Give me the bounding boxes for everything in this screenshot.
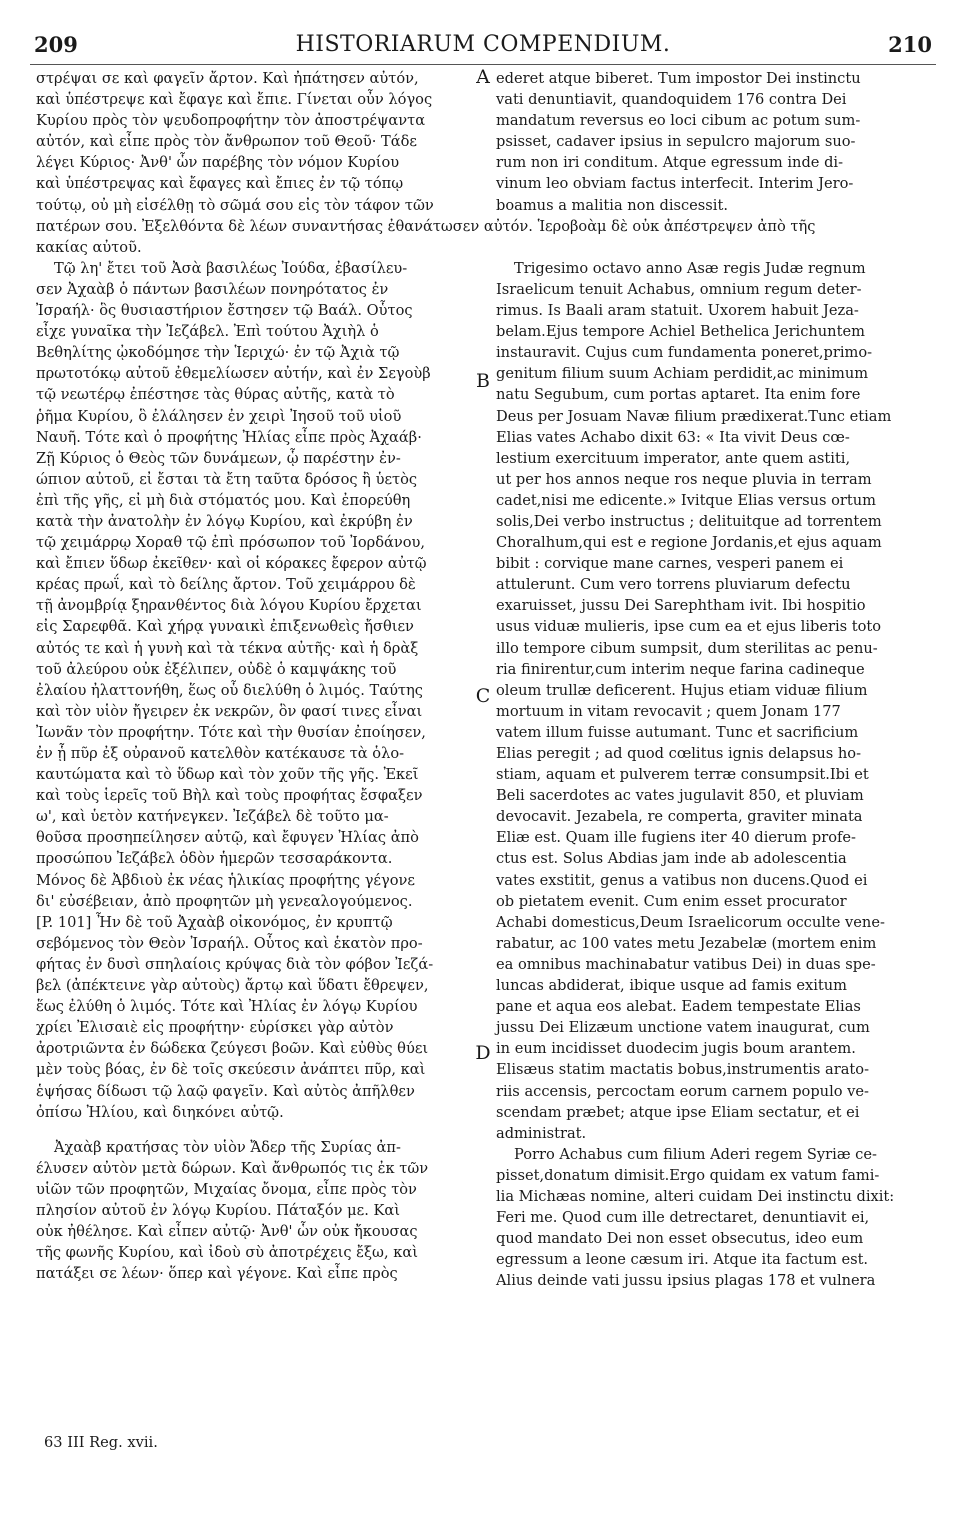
text-line: πατέρων σου. Ἐξελθόντα δὲ λέων συναντήσας ἐθανάτωσεν αὐτόν. Ἱεροβοὰμ δὲ οὐκ ἀπέστρεψεν ἀπὸ τῆς bbox=[36, 217, 816, 235]
text-line: τῷ χειμάρρῳ Χοραθ τῷ ἐπὶ πρόσωπον τοῦ Ἰορδάνου, bbox=[36, 534, 426, 552]
text-line: illo tempore cibum sumpsit, dum sterilitas ac penu- bbox=[496, 639, 878, 657]
text-line: ἕως ἐλύθη ὁ λιμός. Τότε καὶ Ἠλίας ἐν λόγῳ Κυρίου bbox=[36, 998, 418, 1016]
text-line: Beli sacerdotes ac vates jugulavit 850, et pluviam bbox=[496, 787, 864, 805]
margin-marker-c: C bbox=[475, 685, 491, 707]
text-line: σεβόμενος τὸν Θεὸν Ἰσραήλ. Οὗτος καὶ ἑκατὸν προ- bbox=[36, 934, 423, 952]
text-line bbox=[496, 216, 936, 237]
text-line: vatem illum fuisse autumant. Tunc et sacrificium bbox=[496, 723, 859, 741]
page-number-left: 209 bbox=[34, 32, 78, 57]
text-line: ctus est. Solus Abdias jam inde ab adolescentia bbox=[496, 850, 847, 868]
text-line: ut per hos annos neque ros neque pluvia in terram bbox=[496, 470, 872, 488]
text-line: ea omnibus machinabatur vatibus Dei) in duas spe- bbox=[496, 955, 876, 973]
text-line: bibit : corvique mane carnes, vesperi panem ei bbox=[496, 555, 844, 573]
text-line: in eum incidisset duodecim jugis boum arantem. bbox=[496, 1040, 856, 1058]
text-line: Alius deinde vati jussu ipsius plagas 178 et vulnera bbox=[496, 1272, 876, 1290]
text-line: πλησίον αὐτοῦ ἐν λόγῳ Κυρίου. Πάταξόν με. Καὶ bbox=[36, 1201, 400, 1219]
text-line: egressum a leone cæsum iri. Atque ita factum est. bbox=[496, 1251, 869, 1269]
text-line: χρίει Ἐλισαιὲ εἰς προφήτην· εὑρίσκει γὰρ αὐτὸν bbox=[36, 1019, 394, 1037]
text-line: μὲν τοὺς βόας, ἐν δὲ τοῖς σκεύεσιν ἀνάπτει πῦρ, καὶ bbox=[36, 1061, 426, 1079]
text-line: pisset,donatum dimisit.Ergo quidam ex vatum fami- bbox=[496, 1166, 880, 1184]
text-line: αὐτόν, καὶ εἶπε πρὸς τὸν ἄνθρωπον τοῦ Θεοῦ· Τάδε bbox=[36, 133, 417, 151]
text-line: σεν Ἀχαὰβ ὁ πάντων βασιλέων πονηρότατος ἐν bbox=[36, 280, 389, 298]
text-line: riis accensis, percoctam eorum carnem populo ve- bbox=[496, 1082, 869, 1100]
text-line: οὐκ ἠθέλησε. Καὶ εἶπεν αὐτῷ· Ἀνθ' ὧν οὐκ ἤκουσας bbox=[36, 1223, 418, 1241]
text-line: rimus. Is Baali aram statuit. Uxorem habuit Jeza- bbox=[496, 302, 859, 320]
text-line: attulerunt. Cum vero torrens pluviarum defectu bbox=[496, 576, 851, 594]
text-line: vates exstitit, genus a vatibus non ducens.Quod ei bbox=[496, 871, 868, 889]
text-line: Israelicum tenuit Achabus, omnium regum deter- bbox=[496, 280, 862, 298]
text-line: τοῦ ἀλεύρου οὐκ ἐξέλιπεν, οὐδὲ ὁ καμψάκης τοῦ bbox=[36, 660, 397, 678]
text-line: ob pietatem evenit. Cum enim esset procurator bbox=[496, 892, 847, 910]
text-line: cadet,nisi me edicente.» Ivitque Elias versus ortum bbox=[496, 491, 877, 509]
text-line: Ἰωνᾶν τὸν προφήτην. Τότε καὶ τὴν θυσίαν ἐποίησεν, bbox=[36, 723, 426, 741]
text-line: καὶ ὑπέστρεψε καὶ ἔφαγε καὶ ἔπιε. Γίνεται οὖν λόγος bbox=[36, 91, 433, 109]
text-line: τῆς φωνῆς Κυρίου, καὶ ἰδοὺ σὺ ἀποτρέχεις ἔξω, καὶ bbox=[36, 1244, 418, 1262]
text-line: θοῦσα προσηπείλησεν αὐτῷ, καὶ ἔφυγεν Ἠλίας ἀπὸ bbox=[36, 829, 419, 847]
text-line: αὐτός τε καὶ ἡ γυνὴ καὶ τὰ τέκνα αὐτῆς· καὶ ἡ δρὰξ bbox=[36, 639, 419, 657]
text-line: κρέας πρωΐ, καὶ τὸ δείλης ἄρτον. Τοῦ χειμάρρου δὲ bbox=[36, 576, 416, 594]
text-line: τῇ ἀνομβρίᾳ ξηρανθέντος διὰ λόγου Κυρίου ἔρχεται bbox=[36, 597, 422, 615]
text-line: Ναυῆ. Τότε καὶ ὁ προφήτης Ἠλίας εἶπε πρὸς Ἀχαάβ· bbox=[36, 428, 422, 446]
text-line: Porro Achabus cum filium Aderi regem Syriæ ce- bbox=[514, 1145, 877, 1163]
text-line: βελ (ἀπέκτεινε γὰρ αὐτοὺς) ἄρτῳ καὶ ὕδατι ἔθρεψεν, bbox=[36, 977, 429, 995]
text-line: luncas abdiderat, ibique usque ad famis exitum bbox=[496, 977, 847, 995]
text-line bbox=[496, 237, 936, 258]
text-line: καὶ ἔπιεν ὕδωρ ἐκεῖθεν· καὶ οἱ κόρακες ἔφερον αὐτῷ bbox=[36, 555, 427, 573]
text-line: oleum trullæ deficerent. Hujus etiam viduæ filium bbox=[496, 681, 868, 699]
text-line: Elias vates Achabo dixit 63: « Ita vivit Deus cœ- bbox=[496, 428, 850, 446]
text-line: Eliæ est. Quam ille fugiens iter 40 dierum profe- bbox=[496, 829, 856, 847]
text-line: καὶ τοὺς ἱερεῖς τοῦ Βὴλ καὶ τοὺς προφήτας ἔσφαξεν bbox=[36, 787, 423, 805]
text-line: καὶ ὑπέστρεψας καὶ ἔφαγες καὶ ἔπιες ἐν τῷ τόπῳ bbox=[36, 175, 404, 193]
text-line: πρωτοτόκῳ αὐτοῦ ἐθεμελίωσεν αὐτήν, καὶ ἐν Σεγοὺβ bbox=[36, 365, 431, 383]
text-line: instauravit. Cujus cum fundamenta poneret,primo- bbox=[496, 344, 873, 362]
text-line: pane et aqua eos alebat. Eadem tempestate Elias bbox=[496, 998, 861, 1016]
text-line: solis,Dei verbo instructus ; delituitque ad torrentem bbox=[496, 512, 882, 530]
text-line: λέγει Κύριος· Ἀνθ' ὧν παρέβης τὸν νόμον Κυρίου bbox=[36, 154, 400, 172]
text-line: έλυσεν αὐτὸν μετὰ δώρων. Καὶ ἄνθρωπός τις ἐκ τῶν bbox=[36, 1159, 429, 1177]
text-line: Trigesimo octavo anno Asæ regis Judæ regnum bbox=[514, 259, 866, 277]
text-line: τῷ νεωτέρῳ ἐπέστησε τὰς θύρας αὐτῆς, κατὰ τὸ bbox=[36, 386, 395, 404]
text-line: stiam, aquam et pulverem terræ consumpsit.Ibi et bbox=[496, 766, 869, 784]
text-line: εἶχε γυναῖκα τὴν Ἰεζάβελ. Ἐπὶ τούτου Ἀχιὴλ ὁ bbox=[36, 323, 379, 341]
text-line: administrat. bbox=[496, 1124, 587, 1142]
text-line: Achabi domesticus,Deum Israelicorum occulte vene- bbox=[496, 913, 885, 931]
text-line: genitum filium suum Achiam perdidit,ac minimum bbox=[496, 365, 869, 383]
text-line: Κυρίου πρὸς τὸν ψευδοπροφήτην τὸν ἀποστρέψαντα bbox=[36, 112, 426, 130]
text-line: ἑψήσας δίδωσι τῷ λαῷ φαγεῖν. Καὶ αὐτὸς ἀπῆλθεν bbox=[36, 1082, 415, 1100]
text-line: τούτῳ, οὐ μὴ εἰσέλθῃ τὸ σῶμά σου εἰς τὸν τάφον τῶν bbox=[36, 196, 434, 214]
text-line: ἐν ᾗ πῦρ ἐξ οὐρανοῦ κατελθὸν κατέκαυσε τὰ ὁλο- bbox=[36, 745, 405, 762]
text-line: jussu Dei Elizæum unctione vatem inaugurat, cum bbox=[496, 1019, 870, 1037]
footnote: 63 III Reg. xvii. bbox=[44, 1434, 158, 1451]
text-line: rabatur, ac 100 vates metu Jezabelæ (mortem enim bbox=[496, 934, 877, 952]
text-line: φήτας ἐν δυσὶ σπηλαίοις κρύψας διὰ τὸν φόβον Ἰεζά- bbox=[36, 955, 434, 973]
text-line: Ἀχαὰβ κρατήσας τὸν υἱὸν Ἄδερ τῆς Συρίας ἀπ- bbox=[54, 1138, 401, 1156]
text-line: ῥῆμα Κυρίου, ὃ ἐλάλησεν ἐν χειρὶ Ἰησοῦ τοῦ υἱοῦ bbox=[36, 407, 402, 425]
text-line: καυτώματα καὶ τὸ ὕδωρ καὶ τὸν χοῦν τῆς γῆς. Ἐκεῖ bbox=[36, 766, 419, 784]
text-line: natu Segubum, cum portas aptaret. Ita enim fore bbox=[496, 386, 861, 404]
text-line: quod mandato Dei non esset obsecutus, ideo eum bbox=[496, 1230, 864, 1248]
text-line: exaruisset, jussu Dei Sarephtham ivit. Ibi hospitio bbox=[496, 597, 866, 615]
text-line: belam.Ejus tempore Achiel Bethelica Jerichuntem bbox=[496, 323, 865, 341]
text-line: ederet atque biberet. Tum impostor Dei instinctu bbox=[496, 70, 861, 87]
text-line: Choralhum,qui est e regione Jordanis,et ejus aquam bbox=[496, 534, 882, 552]
text-line: στρέψαι σε καὶ φαγεῖν ἄρτον. Καὶ ἠπάτησεν αὐτόν, bbox=[36, 70, 419, 87]
text-line: ἐπὶ τῆς γῆς, εἰ μὴ διὰ στόματός μου. Καὶ ἐπορεύθη bbox=[36, 491, 411, 509]
text-line: mortuum in vitam revocavit ; quem Jonam 177 bbox=[496, 702, 841, 720]
text-line: boamus a malitia non discessit. bbox=[496, 196, 728, 214]
page-header bbox=[30, 30, 936, 65]
text-line: Elias peregit ; ad quod cœlitus ignis delapsus ho- bbox=[496, 745, 862, 762]
text-line: κακίας αὐτοῦ. bbox=[36, 238, 142, 256]
text-line: προσώπου Ἰεζάβελ ὁδὸν ἡμερῶν τεσσαράκοντα. bbox=[36, 850, 393, 868]
text-line: Elisæus statim mactatis bobus,instrumentis arato- bbox=[496, 1061, 870, 1079]
text-line: Deus per Josuam Navæ filium prædixerat.Tunc etiam bbox=[496, 407, 892, 425]
text-line: scendam præbet; atque ipse Eliam sectatur, et ei bbox=[496, 1103, 860, 1121]
text-line: ω', καὶ ὑετὸν κατήνεγκεν. Ἰεζάβελ δὲ τοῦτο μα- bbox=[36, 808, 389, 826]
page-number-right: 210 bbox=[888, 32, 932, 57]
text-line: psisset, cadaver ipsius in sepulcro majorum suo- bbox=[496, 133, 856, 151]
text-line: Ἰσραήλ· ὃς θυσιαστήριον ἔστησεν τῷ Βαάλ. Οὗτος bbox=[36, 302, 413, 320]
text-line: Μόνος δὲ Ἀβδιοὺ ἐκ νέας ἡλικίας προφήτης γέγονε bbox=[36, 871, 415, 889]
text-line: ἐλαίου ἠλαττονήθη, ἕως οὗ διελύθη ὁ λιμός. Ταύτης bbox=[36, 681, 423, 699]
text-line: lia Michæas nomine, alteri cuidam Dei instinctu dixit: bbox=[496, 1187, 895, 1205]
text-line: Ζῇ Κύριος ὁ Θεὸς τῶν δυνάμεων, ᾧ παρέστην ἐν- bbox=[36, 449, 401, 467]
text-line: rum non iri conditum. Atque egressum inde di- bbox=[496, 154, 844, 172]
text-line: vinum leo obviam factus interfecit. Interim Jero- bbox=[496, 175, 854, 193]
text-line: Feri me. Quod cum ille detrectaret, denuntiavit ei, bbox=[496, 1209, 870, 1227]
text-line: ria finirentur,cum interim neque farina cadineque bbox=[496, 660, 865, 678]
text-line: εἰς Σαρεφθᾶ. Καὶ χήρᾳ γυναικὶ ἐπιξενωθεὶς ἤσθιεν bbox=[36, 618, 414, 636]
running-title: HISTORIARUM COMPENDIUM. bbox=[295, 32, 671, 57]
text-line: lestium exercituum imperator, ante quem astiti, bbox=[496, 449, 851, 467]
latin-column bbox=[496, 68, 936, 1291]
text-line: υἱῶν τῶν προφητῶν, Μιχαίας ὄνομα, εἶπε πρὸς τὸν bbox=[36, 1180, 417, 1198]
text-line: ὀπίσω Ἠλίου, καὶ διηκόνει αὐτῷ. bbox=[36, 1103, 284, 1121]
text-line: devocavit. Jezabela, re comperta, graviter minata bbox=[496, 808, 863, 826]
margin-marker-d: D bbox=[475, 1042, 491, 1064]
text-line: ώπιον αὐτοῦ, εἰ ἔσται τὰ ἔτη ταῦτα δρόσος ἢ ὑετὸς bbox=[36, 470, 418, 488]
text-line: [P. 101] Ἦν δὲ τοῦ Ἀχαὰβ οἰκονόμος, ἐν κρυπτῷ bbox=[36, 913, 393, 931]
text-line: Τῷ λη' ἔτει τοῦ Ἀσὰ βασιλέως Ἰούδα, ἐβασίλευ- bbox=[54, 259, 408, 277]
text-line: Βεθηλίτης ᾠκοδόμησε τὴν Ἱεριχώ· ἐν τῷ Ἀχιὰ τῷ bbox=[36, 344, 400, 362]
text-line: κατὰ τὴν ἀνατολὴν ἐν λόγῳ Κυρίου, καὶ ἐκρύβη ἐν bbox=[36, 512, 413, 530]
text-line: ἀροτριῶντα ἐν δώδεκα ζεύγεσι βοῶν. Καὶ εὐθὺς θύει bbox=[36, 1040, 429, 1058]
margin-marker-a: A bbox=[476, 66, 490, 88]
margin-marker-b: B bbox=[476, 370, 490, 392]
text-line: καὶ τὸν υἱὸν ἤγειρεν ἐκ νεκρῶν, ὃν φασί τινες εἶναι bbox=[36, 702, 423, 720]
text-line: mandatum reversus eo loci cibum ac potum sum- bbox=[496, 112, 861, 130]
paragraph-gap bbox=[36, 1123, 468, 1137]
text-line: usus viduæ mulieris, ipse cum ea et ejus liberis toto bbox=[496, 618, 882, 636]
text-line: vati denuntiavit, quandoquidem 176 contra Dei bbox=[496, 91, 847, 109]
text-line: πατάξει σε λέων· ὅπερ καὶ γέγονε. Καὶ εἶπε πρὸς bbox=[36, 1265, 398, 1283]
text-line: δι' εὐσέβειαν, ἀπὸ προφητῶν μὴ γενεαλογούμενος. bbox=[36, 892, 413, 910]
